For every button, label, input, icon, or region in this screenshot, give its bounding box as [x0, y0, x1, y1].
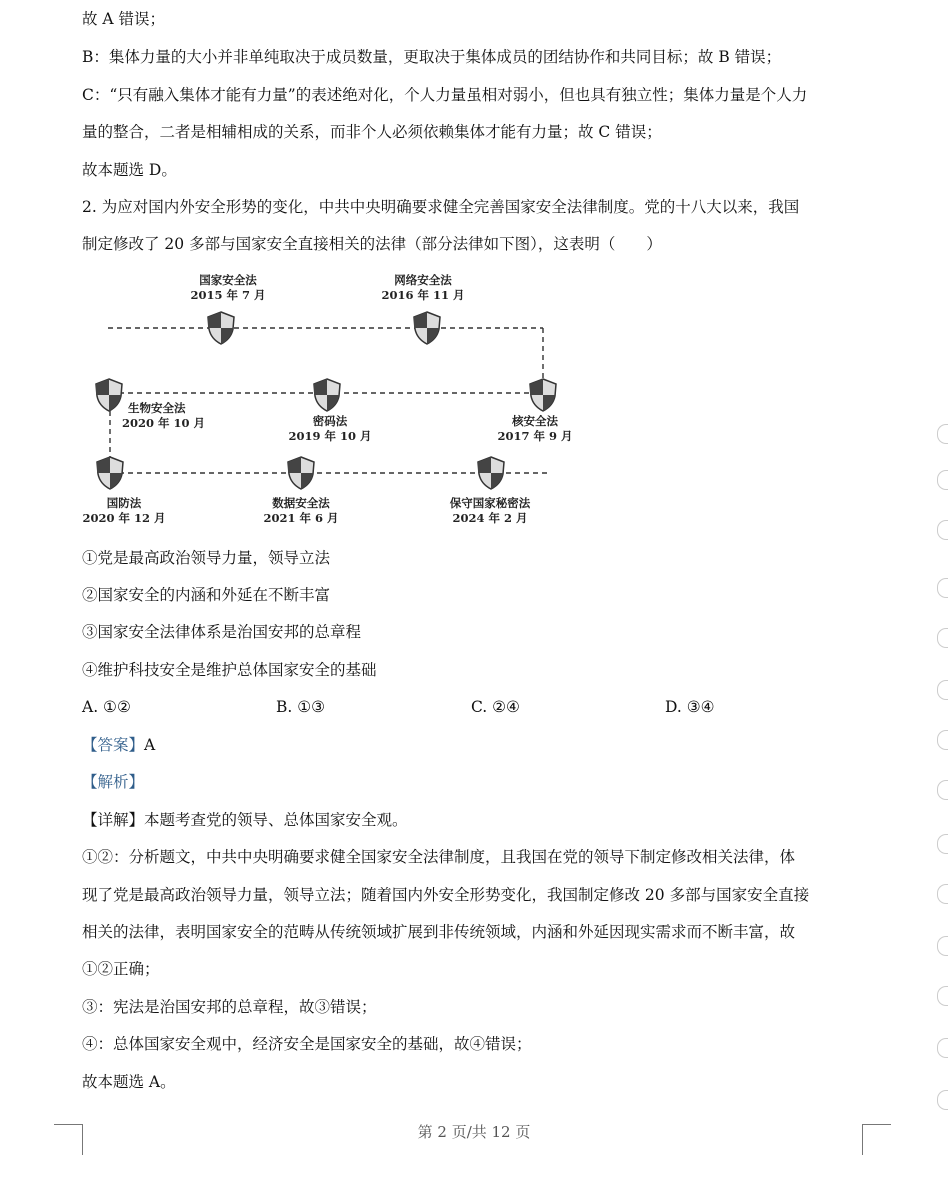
edge-tab: [937, 936, 948, 956]
shield-icon: [286, 456, 316, 490]
text-line: C：“只有融入集体才能有力量”的表述绝对化，个人力量虽相对弱小，但也具有独立性；集体力量是个人力: [82, 86, 808, 104]
law-name: 国防法: [106, 496, 142, 510]
shield-icon: [312, 378, 342, 412]
edge-tab: [937, 730, 948, 750]
law-date: 2015 年 7 月: [190, 288, 266, 302]
shield-icon: [412, 311, 442, 345]
edge-tab: [937, 1090, 948, 1110]
answer-heading: 【答案】: [82, 736, 145, 754]
law-label: [190, 273, 265, 303]
explanation-line: ①②正确；: [82, 960, 160, 978]
option-a: A. ①②: [82, 698, 131, 716]
edge-tab: [937, 834, 948, 854]
explanation-line: 故本题选 A。: [82, 1073, 176, 1091]
law-date: 2020 年 10 月: [122, 416, 206, 430]
page-footer: 第 2 页/共 12 页: [417, 1123, 531, 1141]
law-date: 2017 年 9 月: [497, 429, 573, 443]
explanation-line: 相关的法律，表明国家安全的范畴从传统领域扩展到非传统领域，内涵和外延因现实需求而不断丰富，故: [82, 923, 796, 941]
edge-tab: [937, 628, 948, 648]
text-line: 故 A 错误；: [82, 10, 166, 28]
text-line: 量的整合，二者是相辅相成的关系，而非个人必须依赖集体才能有力量；故 C 错误；: [82, 123, 662, 141]
explanation-line: ④：总体国家安全观中，经济安全是国家安全的基础，故④错误；: [82, 1035, 532, 1053]
law-date: 2024 年 2 月: [452, 511, 528, 525]
law-label: [450, 496, 531, 526]
detail-text: 本题考查党的领导、总体国家安全观。: [144, 811, 408, 829]
detail-heading: 【详解】: [82, 811, 145, 829]
question-stem: 制定修改了 20 多部与国家安全直接相关的法律（部分法律如下图），这表明（ ）: [82, 235, 662, 253]
law-label: [497, 414, 572, 444]
law-name: 数据安全法: [272, 496, 330, 510]
shield-icon: [94, 378, 124, 412]
edge-tab: [937, 1038, 948, 1058]
option-b: B. ①③: [276, 698, 326, 716]
shield-icon: [95, 456, 125, 490]
answer-line: [82, 735, 155, 755]
law-name: 核安全法: [512, 414, 558, 428]
law-name: 保守国家秘密法: [449, 496, 531, 510]
edge-tab: [937, 470, 948, 490]
statement-item: ④维护科技安全是维护总体国家安全的基础: [82, 661, 377, 679]
law-label: [381, 273, 464, 303]
shield-icon: [528, 378, 558, 412]
law-date: 2021 年 6 月: [263, 511, 339, 525]
law-date: 2016 年 11 月: [381, 288, 465, 302]
question-stem: 2. 为应对国内外安全形势的变化，中共中央明确要求健全完善国家安全法律制度。党的十八大以来，我国: [82, 198, 800, 216]
statement-item: ②国家安全的内涵和外延在不断丰富: [82, 586, 331, 604]
text-line: B：集体力量的大小并非单纯取决于成员数量，更取决于集体成员的团结协作和共同目标；故 B 错误；: [82, 48, 782, 66]
edge-tab: [937, 884, 948, 904]
text-line: 故本题选 D。: [82, 161, 177, 179]
law-name: 生物安全法: [128, 401, 186, 415]
law-date: 2020 年 12 月: [82, 511, 166, 525]
law-name: 密码法: [312, 414, 348, 428]
edge-tab: [937, 578, 948, 598]
explanation-line: ③：宪法是治国安邦的总章程，故③错误；: [82, 998, 377, 1016]
option-d: D. ③④: [665, 698, 715, 716]
explanation-line: 现了党是最高政治领导力量，领导立法；随着国内外安全形势变化，我国制定修改 20 多部与国家安全直接: [82, 886, 810, 904]
statement-item: ①党是最高政治领导力量，领导立法: [82, 549, 331, 567]
shield-icon: [476, 456, 506, 490]
law-label: [122, 401, 205, 431]
edge-tab: [937, 424, 948, 444]
answer-value: A: [144, 736, 156, 754]
analysis-heading: 【解析】: [82, 773, 145, 791]
law-name: 国家安全法: [199, 273, 257, 287]
edge-tab: [937, 680, 948, 700]
detail-line: [82, 810, 408, 830]
edge-tab: [937, 520, 948, 540]
edge-tab: [937, 780, 948, 800]
option-c: C. ②④: [471, 698, 520, 716]
law-label: [288, 414, 371, 444]
law-label: [82, 496, 165, 526]
law-label: [263, 496, 338, 526]
edge-tab: [937, 986, 948, 1006]
law-date: 2019 年 10 月: [288, 429, 372, 443]
shield-icon: [206, 311, 236, 345]
law-name: 网络安全法: [394, 273, 452, 287]
statement-item: ③国家安全法律体系是治国安邦的总章程: [82, 623, 362, 641]
laws-timeline-diagram: [80, 268, 580, 538]
explanation-line: ①②：分析题文，中共中央明确要求健全国家安全法律制度，且我国在党的领导下制定修改相关法律，体: [82, 848, 796, 866]
